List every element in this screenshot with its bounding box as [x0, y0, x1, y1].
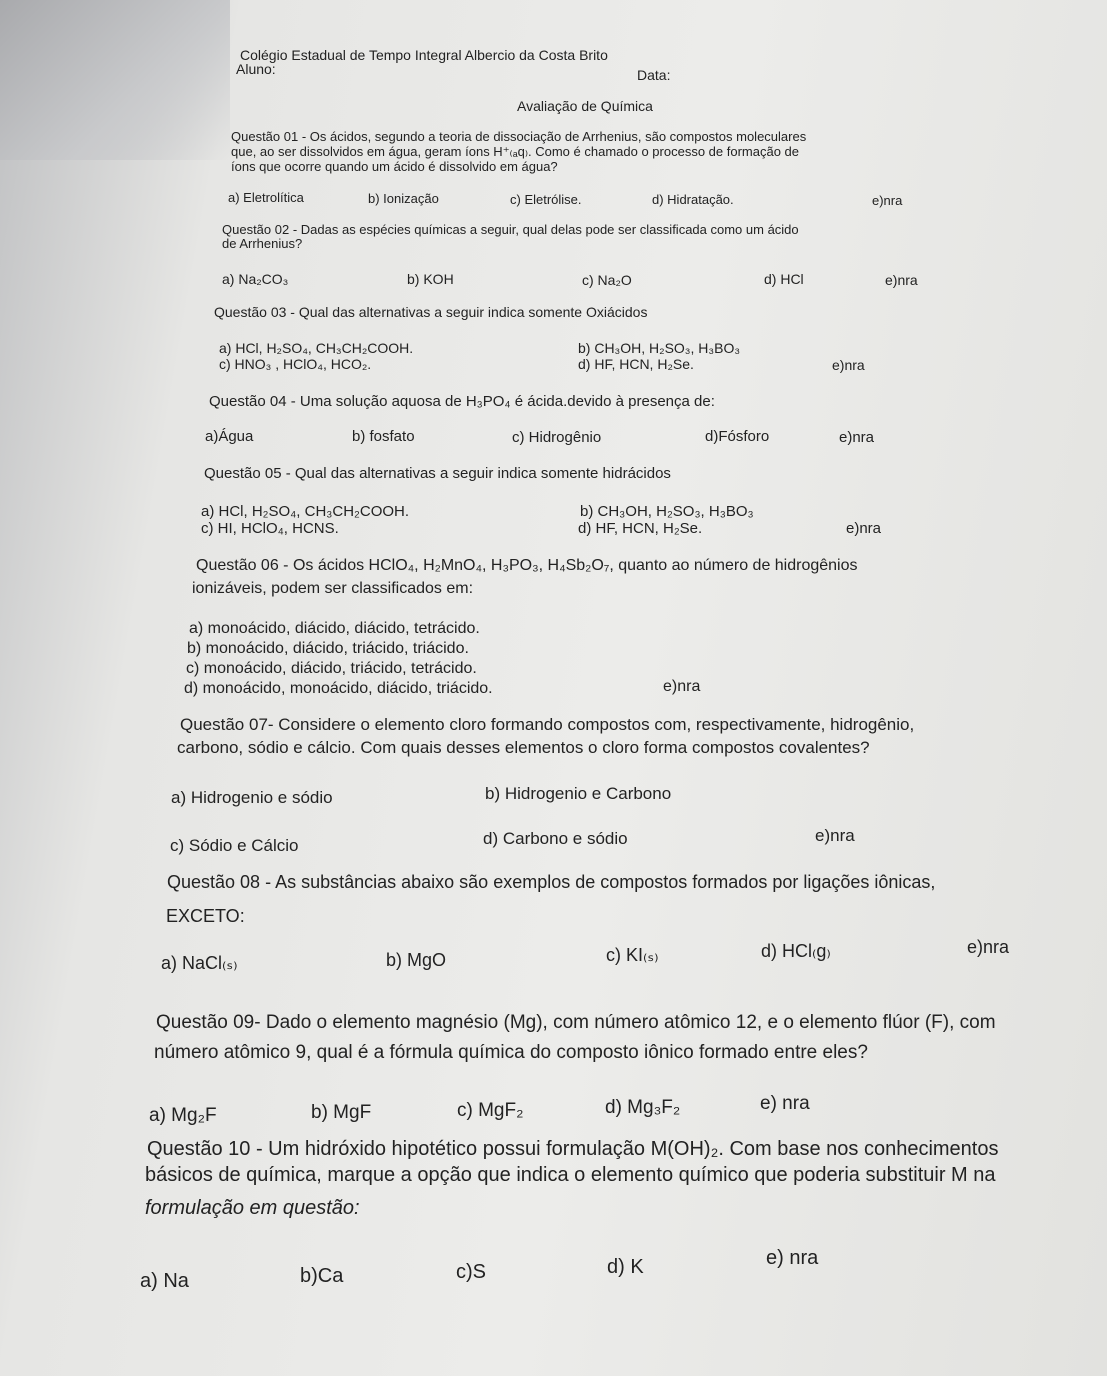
q9-line-2: número atômico 9, qual é a fórmula química do composto iônico formado entre eles? — [154, 1042, 868, 1063]
q10-option-d: d) K — [607, 1256, 644, 1278]
q4-option-c: c) Hidrogênio — [512, 429, 602, 446]
q4-line: Questão 04 - Uma solução aquosa de H₃PO₄ é ácida.devido à presença de: — [209, 393, 715, 410]
q5-option-a: a) HCl, H₂SO₄, CH₃CH₂COOH. — [201, 503, 410, 520]
q3-option-e: e)nra — [832, 357, 865, 373]
page-title: Avaliação de Química — [517, 98, 653, 114]
q6-line-1: Questão 06 - Os ácidos HClO₄, H₂MnO₄, H₃PO₃, H₄Sb₂O₇, quanto ao número de hidrogênios — [196, 557, 858, 574]
q8-option-e: e)nra — [967, 937, 1010, 957]
q7-option-d: d) Carbono e sódio — [483, 829, 628, 848]
school-name: Colégio Estadual de Tempo Integral Albercio da Costa Brito — [240, 47, 608, 63]
q7-line-1: Questão 07- Considere o elemento cloro formando compostos com, respectivamente, hidrogênio, — [180, 715, 915, 734]
q5-option-b: b) CH₃OH, H₂SO₃, H₃BO₃ — [580, 503, 754, 520]
q3-line: Questão 03 - Qual das alternativas a seguir indica somente Oxiácidos — [214, 304, 648, 320]
q1-line-3: íons que ocorre quando um ácido é dissolvido em água? — [231, 159, 558, 174]
q2-option-d: d) HCl — [764, 271, 804, 287]
q10-line-2: básicos de química, marque a opção que indica o elemento químico que poderia substituir M na — [145, 1164, 996, 1186]
q3-option-b: b) CH₃OH, H₂SO₃, H₃BO₃ — [578, 340, 741, 356]
paper-shadow — [0, 0, 230, 160]
q9-option-b: b) MgF — [311, 1102, 372, 1123]
q9-option-e: e) nra — [760, 1093, 810, 1114]
q8-option-d: d) HCl₍g₎ — [761, 941, 831, 961]
q10-option-b: b)Ca — [300, 1265, 344, 1287]
q7-option-a: a) Hidrogenio e sódio — [171, 788, 333, 807]
date-label: Data: — [637, 67, 671, 83]
q6-option-a: a) monoácido, diácido, diácido, tetrácido. — [189, 620, 480, 637]
q5-option-e: e)nra — [846, 520, 882, 537]
q10-option-c: c)S — [456, 1261, 486, 1283]
q7-option-b: b) Hidrogenio e Carbono — [485, 784, 672, 803]
q10-option-e: e) nra — [766, 1247, 819, 1269]
q6-option-d: d) monoácido, monoácido, diácido, triácido. — [184, 680, 493, 697]
q5-option-d: d) HF, HCN, H₂Se. — [578, 520, 703, 537]
q8-option-b: b) MgO — [386, 950, 447, 970]
q1-option-e: e)nra — [872, 193, 903, 208]
q5-option-c: c) HI, HClO₄, HCNS. — [201, 520, 339, 537]
q1-line-1: Questão 01 - Os ácidos, segundo a teoria de dissociação de Arrhenius, são compostos moleculares — [231, 129, 807, 144]
q1-option-b: b) Ionização — [368, 191, 439, 206]
q6-option-c: c) monoácido, diácido, triácido, tetrácido. — [186, 660, 477, 677]
q1-option-a: a) Eletrolítica — [228, 190, 304, 205]
q1-option-d: d) Hidratação. — [652, 192, 734, 207]
q9-option-d: d) Mg₃F₂ — [605, 1097, 681, 1118]
q8-option-c: c) KI₍ₛ₎ — [606, 945, 659, 965]
q9-option-c: c) MgF₂ — [457, 1100, 524, 1121]
q3-option-c: c) HNO₃ , HClO₄, HCO₂. — [219, 356, 372, 372]
q2-option-e: e)nra — [885, 272, 918, 288]
q9-line-1: Questão 09- Dado o elemento magnésio (Mg), com número atômico 12, e o elemento flúor (F), com — [156, 1012, 996, 1033]
q4-option-d: d)Fósforo — [705, 428, 770, 445]
q2-line-1: Questão 02 - Dadas as espécies químicas a seguir, qual delas pode ser classificada como um ácido — [222, 222, 799, 237]
q6-option-b: b) monoácido, diácido, triácido, triácido. — [187, 640, 469, 657]
q8-line-2: EXCETO: — [166, 906, 245, 926]
q4-option-a: a)Água — [205, 428, 254, 445]
q7-option-e: e)nra — [815, 826, 855, 845]
q1-option-c: c) Eletrólise. — [510, 192, 582, 207]
q5-line: Questão 05 - Qual das alternativas a seguir indica somente hidrácidos — [204, 465, 671, 482]
q1-line-2: que, ao ser dissolvidos em água, geram íons H⁺₍ₐq₎. Como é chamado o processo de formação de — [231, 144, 799, 159]
q3-option-d: d) HF, HCN, H₂Se. — [578, 356, 694, 372]
q10-line-1: Questão 10 - Um hidróxido hipotético possui formulação M(OH)₂. Com base nos conhecimentos — [147, 1138, 999, 1160]
q7-option-c: c) Sódio e Cálcio — [170, 836, 299, 855]
q6-line-2: ionizáveis, podem ser classificados em: — [192, 580, 474, 597]
q2-option-b: b) KOH — [407, 271, 454, 287]
q10-line-3: formulação em questão: — [145, 1197, 360, 1219]
q9-option-a: a) Mg₂F — [149, 1105, 217, 1126]
student-label: Aluno: — [236, 61, 276, 77]
q7-line-2: carbono, sódio e cálcio. Com quais desses elementos o cloro forma compostos covalentes? — [177, 738, 870, 757]
q6-option-e: e)nra — [663, 678, 701, 695]
q2-line-2: de Arrhenius? — [222, 236, 303, 251]
q2-option-a: a) Na₂CO₃ — [222, 271, 289, 287]
q8-line-1: Questão 08 - As substâncias abaixo são exemplos de compostos formados por ligações iônicas, — [167, 872, 936, 892]
q2-option-c: c) Na₂O — [582, 272, 632, 288]
q3-option-a: a) HCl, H₂SO₄, CH₃CH₂COOH. — [219, 340, 414, 356]
q8-option-a: a) NaCl₍ₛ₎ — [161, 953, 238, 973]
q4-option-e: e)nra — [839, 429, 875, 446]
q4-option-b: b) fosfato — [352, 428, 415, 445]
q10-option-a: a) Na — [140, 1270, 189, 1292]
